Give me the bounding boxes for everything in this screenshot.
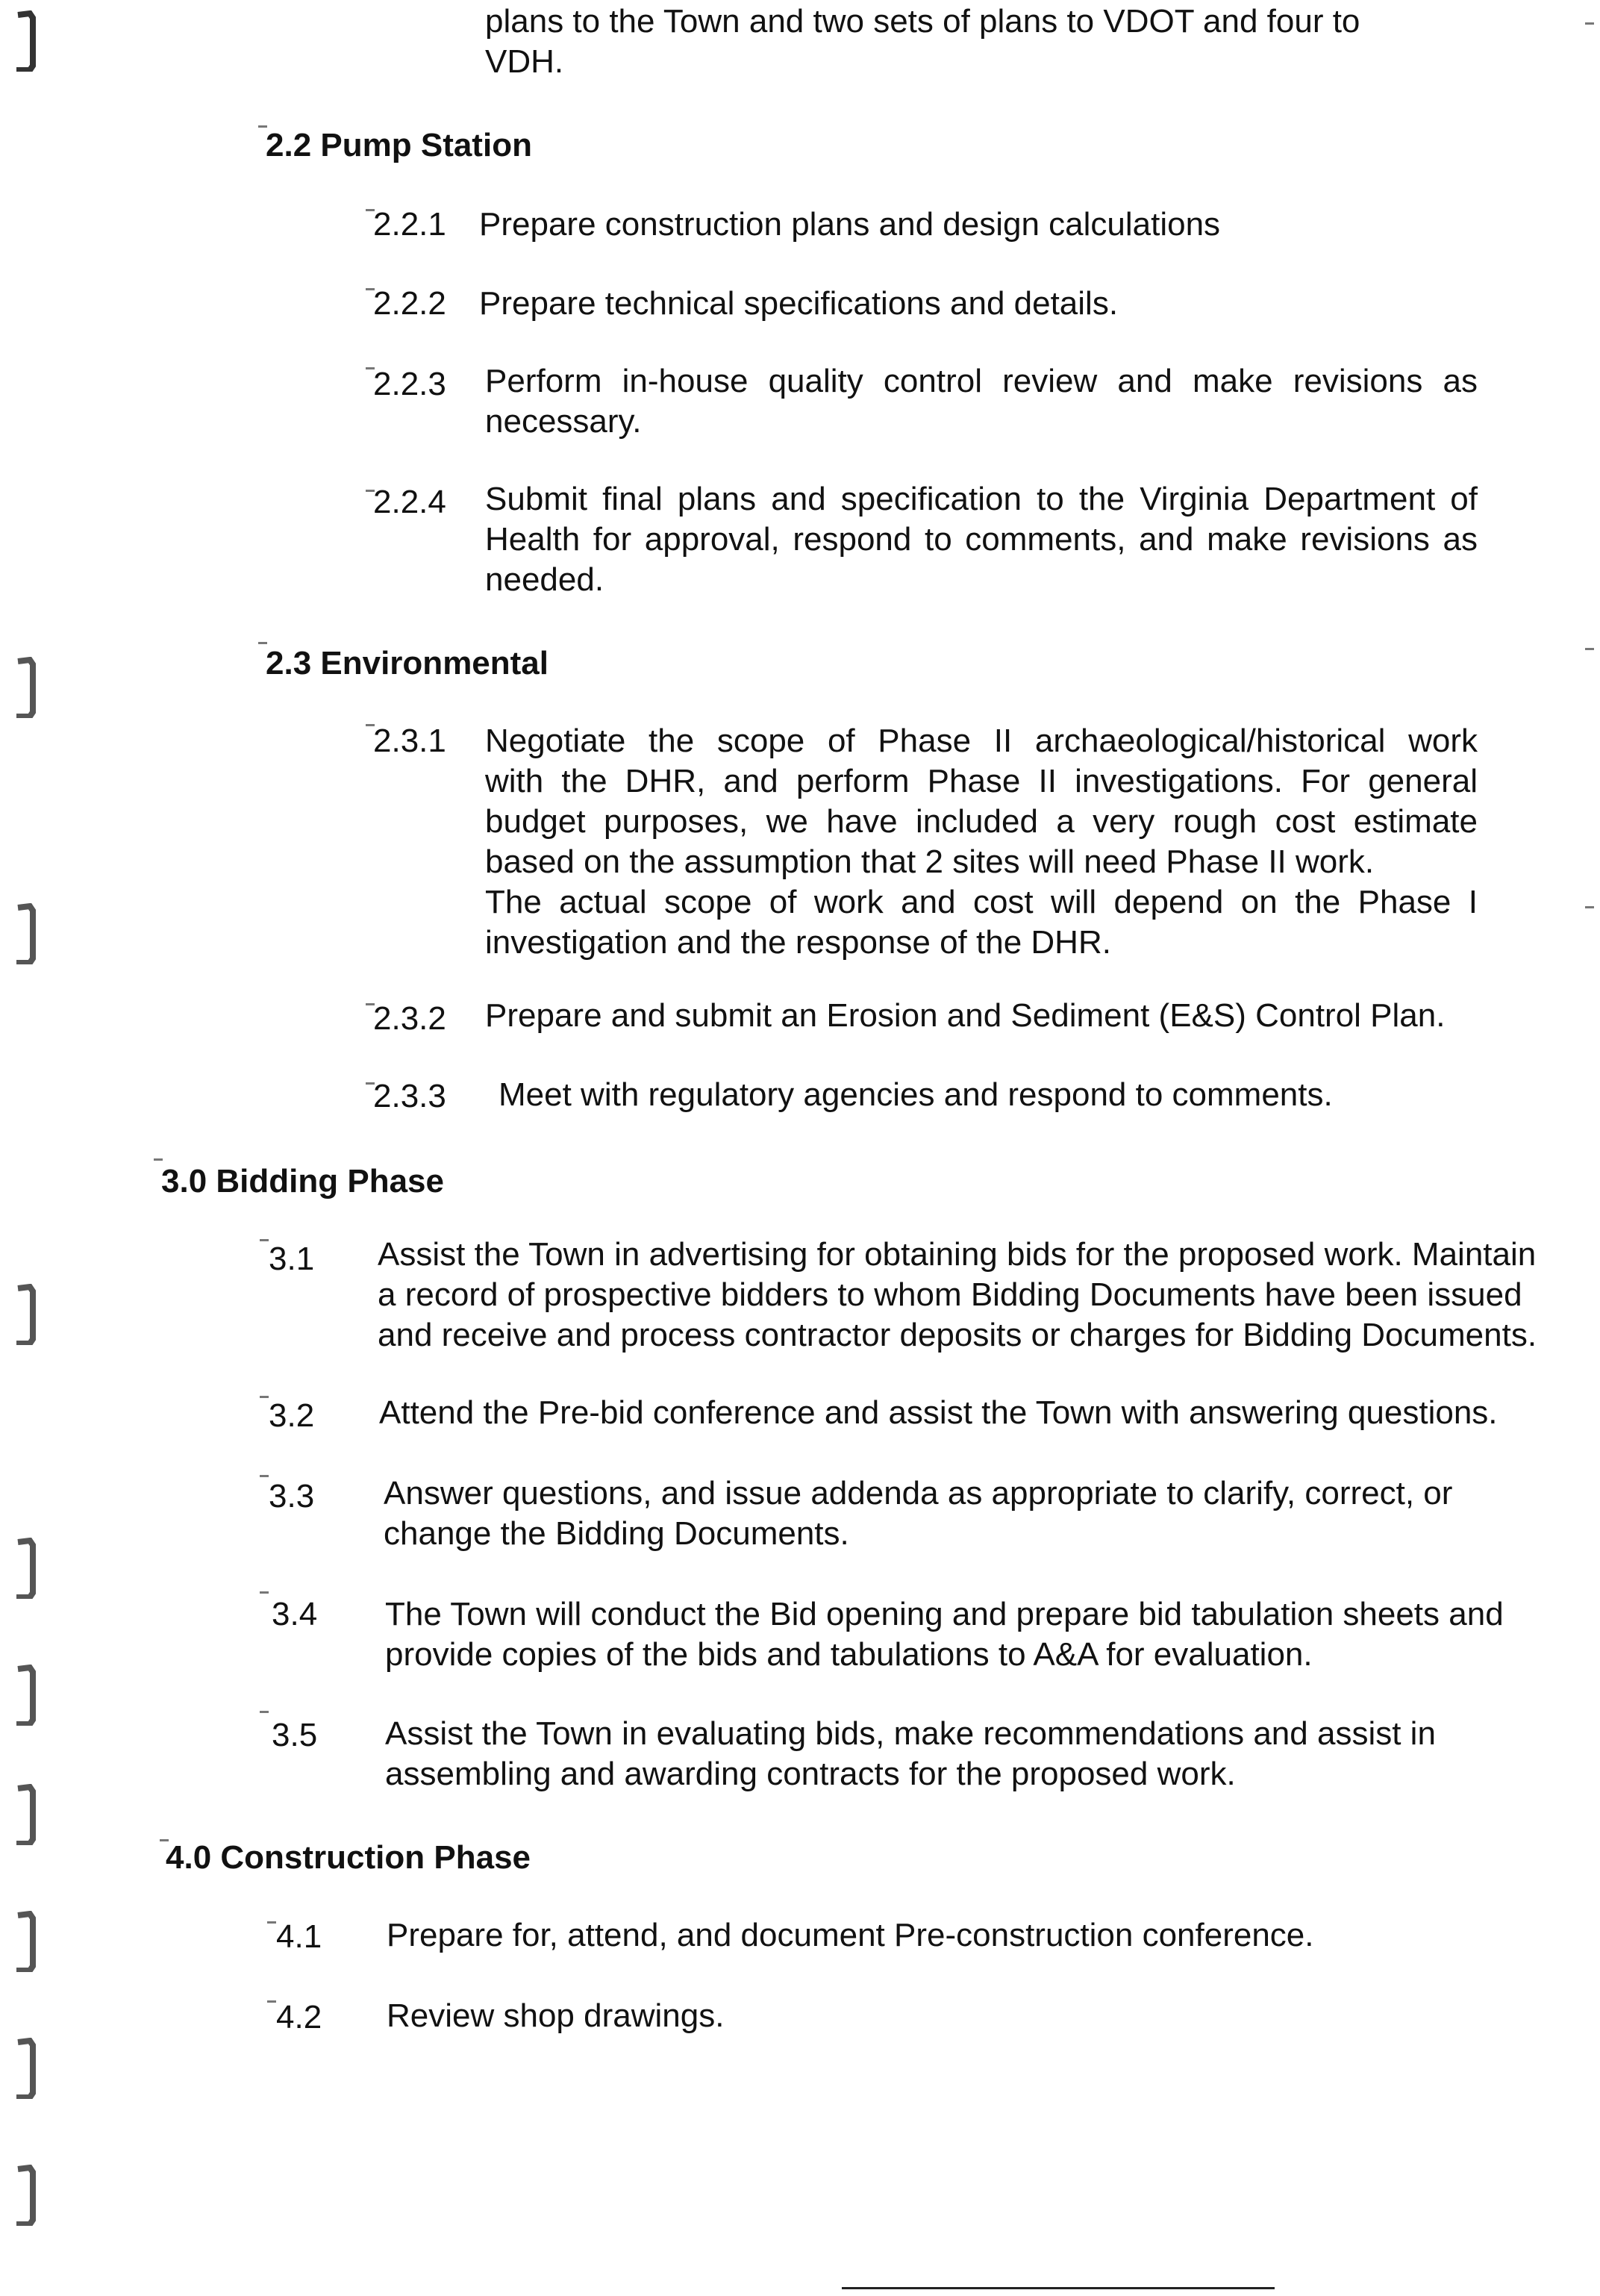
binding-bracket-icon xyxy=(7,1665,42,1726)
section-heading: 2.3 Environmental xyxy=(266,645,549,681)
item-number: 3.2 xyxy=(269,1397,315,1434)
text-line: and receive and process contractor deposits or charges for Bidding Documents. xyxy=(378,1317,1537,1353)
text-line: a record of prospective bidders to whom Bidding Documents have been issued xyxy=(378,1276,1522,1313)
binding-bracket-icon xyxy=(7,1911,42,1972)
item-text xyxy=(385,1594,1579,1675)
text-line: budget purposes, we have included a very rough cost estimate xyxy=(485,803,1478,840)
item-text xyxy=(479,284,1472,324)
continuation-paragraph xyxy=(485,1,1478,82)
text-line: with the DHR, and perform Phase II investigations. For general xyxy=(485,763,1478,799)
section-heading: 2.2 Pump Station xyxy=(266,127,532,163)
item-text xyxy=(387,1996,1581,2036)
section-heading: 3.0 Bidding Phase xyxy=(161,1163,444,1200)
text-line: Answer questions, and issue addenda as appropriate to clarify, correct, or xyxy=(384,1475,1453,1512)
text-line: Prepare technical specifications and details. xyxy=(479,285,1119,322)
text-line: Prepare for, attend, and document Pre-construction conference. xyxy=(387,1917,1314,1953)
item-number: 2.3.1 xyxy=(373,723,446,759)
scan-tick xyxy=(154,1158,163,1161)
text-line: Review shop drawings. xyxy=(387,1997,725,2034)
item-text xyxy=(485,479,1478,600)
text-line: needed. xyxy=(485,561,604,598)
text-line: Submit final plans and specification to the Virginia Department of xyxy=(485,481,1478,517)
scan-tick xyxy=(1585,906,1594,908)
item-text xyxy=(387,1915,1581,1956)
text-line: investigation and the response of the DHR. xyxy=(485,924,1111,961)
item-number: 3.3 xyxy=(269,1478,315,1514)
binding-bracket-icon xyxy=(7,2038,42,2099)
item-text xyxy=(499,1075,1484,1115)
text-line: The Town will conduct the Bid opening and prepare bid tabulation sheets and xyxy=(385,1596,1504,1632)
scan-tick xyxy=(260,1396,269,1398)
scan-tick xyxy=(267,2000,276,2003)
text-line: Negotiate the scope of Phase II archaeological/historical work xyxy=(485,723,1478,759)
scan-tick xyxy=(260,1591,269,1594)
binding-bracket-icon xyxy=(7,2165,42,2226)
binding-bracket-icon xyxy=(7,657,42,718)
item-text xyxy=(385,1714,1579,1794)
item-number: 3.5 xyxy=(272,1717,318,1753)
scan-tick xyxy=(260,1239,269,1241)
text-line: Prepare construction plans and design calculations xyxy=(479,206,1221,243)
text-line: Assist the Town in evaluating bids, make recommendations and assist in xyxy=(385,1715,1436,1752)
binding-bracket-icon xyxy=(7,1784,42,1845)
item-number: 4.1 xyxy=(276,1918,322,1955)
binding-bracket-icon xyxy=(7,1538,42,1599)
item-text xyxy=(384,1473,1578,1554)
item-text xyxy=(485,721,1478,963)
text-line: Perform in-house quality control review and make revisions as xyxy=(485,363,1478,399)
binding-bracket-icon xyxy=(7,10,42,72)
text-line: Prepare and submit an Erosion and Sediment (E&S) Control Plan. xyxy=(485,997,1446,1034)
scan-tick xyxy=(260,1475,269,1477)
item-number: 2.3.2 xyxy=(373,1000,446,1037)
scan-tick xyxy=(260,1711,269,1713)
text-line: Attend the Pre-bid conference and assist the Town with answering questions. xyxy=(379,1394,1498,1431)
item-number: 2.2.2 xyxy=(373,285,446,322)
scan-tick xyxy=(1585,648,1594,650)
text-line: necessary. xyxy=(485,403,642,440)
scan-tick xyxy=(267,1921,276,1924)
scan-tick xyxy=(1585,22,1594,25)
text-line: provide copies of the bids and tabulations to A&A for evaluation. xyxy=(385,1636,1313,1673)
item-number: 3.4 xyxy=(272,1596,318,1632)
text-line: VDH. xyxy=(485,43,564,80)
item-number: 2.2.1 xyxy=(373,206,446,243)
section-heading: 4.0 Construction Phase xyxy=(166,1839,531,1876)
text-line: Meet with regulatory agencies and respond to comments. xyxy=(499,1076,1333,1113)
item-number: 2.2.3 xyxy=(373,366,446,402)
item-number: 2.2.4 xyxy=(373,484,446,520)
item-text xyxy=(379,1393,1588,1433)
text-line: Assist the Town in advertising for obtaining bids for the proposed work. Maintain xyxy=(378,1236,1537,1273)
item-text xyxy=(378,1235,1587,1356)
binding-bracket-icon xyxy=(7,903,42,964)
item-number: 4.2 xyxy=(276,1999,322,2035)
item-text xyxy=(485,361,1478,442)
item-text xyxy=(485,996,1485,1036)
text-line: based on the assumption that 2 sites will need Phase II work. xyxy=(485,843,1375,880)
footer-rule xyxy=(842,2287,1275,2289)
text-line: change the Bidding Documents. xyxy=(384,1515,849,1552)
item-text xyxy=(479,205,1472,245)
text-line: plans to the Town and two sets of plans to VDOT and four to xyxy=(485,3,1360,40)
item-number: 3.1 xyxy=(269,1241,315,1277)
text-line: Health for approval, respond to comments, and make revisions as xyxy=(485,521,1478,558)
text-line: The actual scope of work and cost will depend on the Phase I xyxy=(485,884,1478,920)
item-number: 2.3.3 xyxy=(373,1078,446,1114)
binding-bracket-icon xyxy=(7,1284,42,1345)
text-line: assembling and awarding contracts for the proposed work. xyxy=(385,1756,1236,1792)
